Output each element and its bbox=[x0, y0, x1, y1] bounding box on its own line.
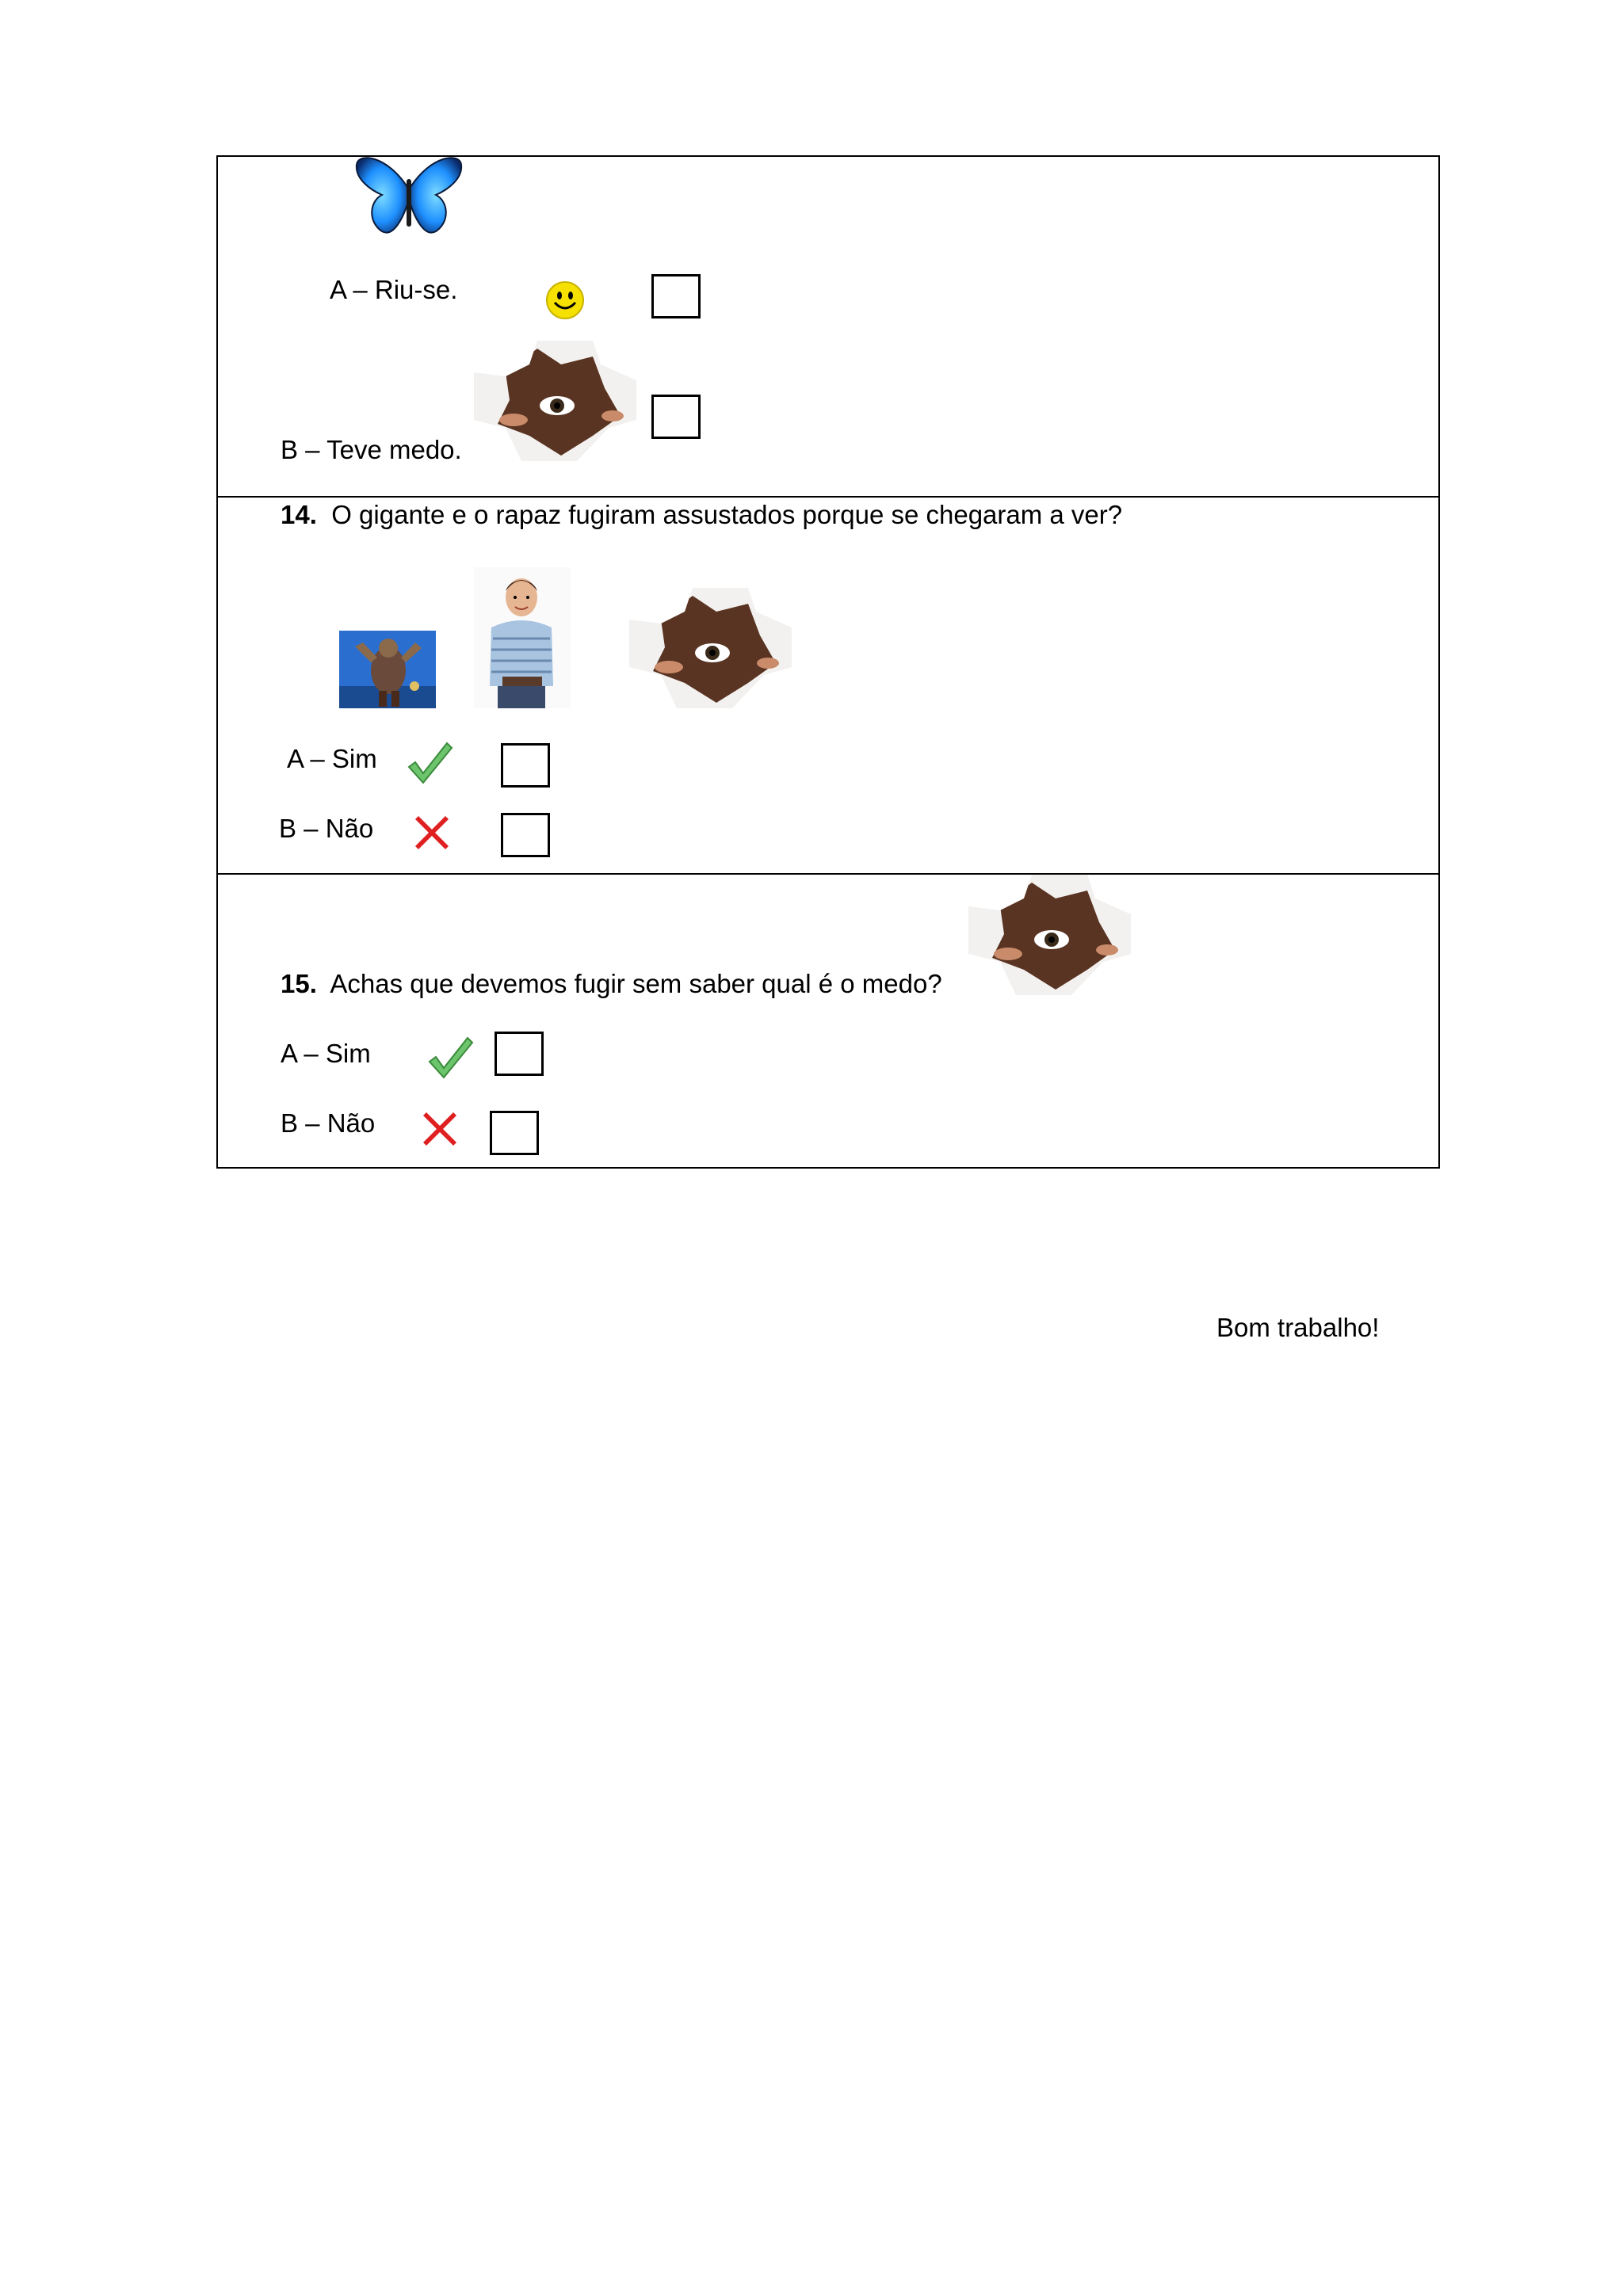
check-icon bbox=[406, 740, 453, 786]
q15-checkbox-b[interactable] bbox=[490, 1111, 539, 1155]
peeking-eye-image bbox=[968, 875, 1131, 995]
giant-image bbox=[339, 631, 436, 708]
peeking-eye-image bbox=[629, 588, 792, 708]
q15-question bbox=[281, 968, 942, 1000]
boy-image bbox=[474, 567, 571, 708]
q14-option-b: B – Não bbox=[279, 814, 374, 843]
q13-option-b: B – Teve medo. bbox=[281, 435, 462, 464]
closing-text: Bom trabalho! bbox=[1216, 1313, 1380, 1342]
q15-checkbox-a[interactable] bbox=[495, 1032, 544, 1076]
cross-icon bbox=[414, 814, 450, 851]
q14-number: 14. bbox=[281, 500, 317, 529]
q14-question-text: O gigante e o rapaz fugiram assustados porque se chegaram a ver? bbox=[331, 500, 1123, 529]
smiley-icon bbox=[545, 280, 585, 320]
q14-checkbox-a[interactable] bbox=[501, 743, 550, 788]
q14-option-a: A – Sim bbox=[287, 744, 377, 773]
q15-option-b: B – Não bbox=[281, 1108, 376, 1138]
cross-icon bbox=[422, 1111, 458, 1147]
q13-option-a: A – Riu-se. bbox=[330, 275, 458, 304]
peeking-eye-image bbox=[474, 341, 636, 461]
q13-checkbox-a[interactable] bbox=[651, 274, 701, 318]
butterfly-icon bbox=[355, 155, 463, 238]
q15-option-a: A – Sim bbox=[281, 1039, 371, 1068]
q15-question-text: Achas que devemos fugir sem saber qual é o medo? bbox=[330, 969, 942, 998]
q14-question bbox=[281, 499, 1122, 531]
row-divider bbox=[216, 496, 1440, 498]
q15-number: 15. bbox=[281, 969, 317, 998]
q14-checkbox-b[interactable] bbox=[501, 813, 550, 857]
q13-checkbox-b[interactable] bbox=[651, 395, 701, 439]
check-icon bbox=[426, 1035, 474, 1081]
row-divider bbox=[216, 873, 1440, 875]
